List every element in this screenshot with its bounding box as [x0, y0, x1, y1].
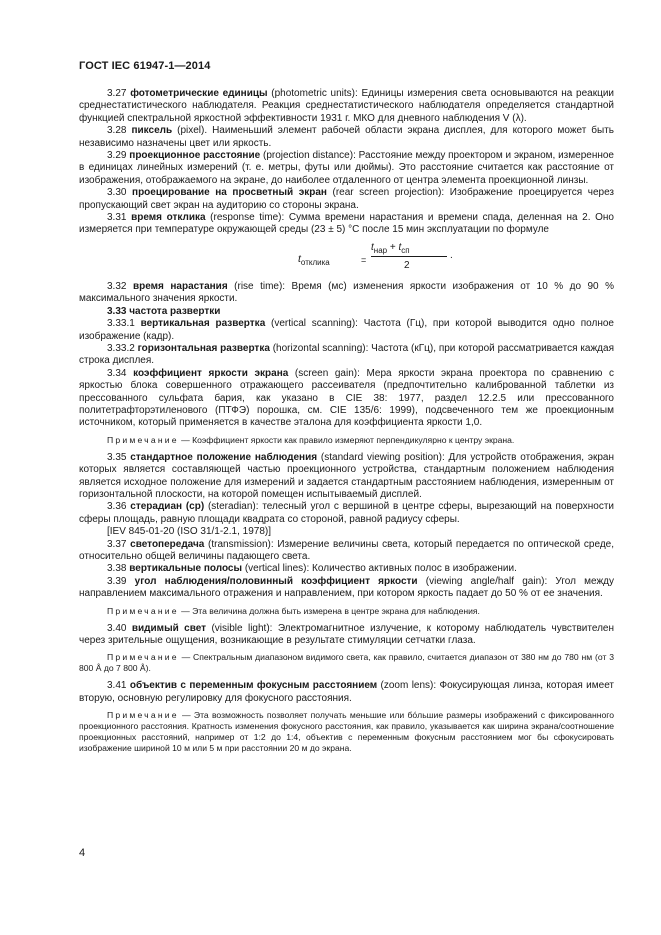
document-header: ГОСТ IEC 61947-1—2014 — [79, 60, 211, 72]
formula-t-rise: t — [371, 241, 374, 253]
definition-3-32 — [79, 281, 614, 306]
note-label: Примечание — [107, 652, 179, 663]
definition-text: (visible light): Электромагнитное излучение, к которому наблюдатель чувствителен через зрительные ощущения, возникающие в результате стимуляции сетчатки глаза. — [79, 622, 615, 647]
note-screen-gain — [79, 435, 614, 446]
definition-text: (vertical scanning): Частота (Гц), при которой выводится одно полное изображение (кадр). — [79, 318, 614, 342]
definition-number: 3.37 — [107, 538, 127, 550]
definition-text: (projection distance): Расстояние между проектором и экраном, измеренное в единицах линейных измерений (т. е. метры, футы или дюймы). Это расстояние считается как расстояние от изображения, отображаемого на экране, до наиболее отдаленного от центра элемента проекционной линзы. — [79, 150, 614, 186]
definition-text: (viewing angle/half gain): Угол между направлением максимального отражения и направлением, при котором яркость падает до 50 % от ее значения. — [79, 575, 614, 600]
note-viewing-angle — [79, 606, 614, 617]
definition-number: 3.39 — [107, 575, 127, 587]
formula-t-fall: t — [398, 241, 402, 253]
document-body — [79, 88, 614, 760]
definition-number: 3.35 — [107, 451, 127, 463]
definition-term: пиксель — [131, 125, 173, 137]
definition-text: (vertical lines): Количество активных полос в изображении. — [242, 563, 517, 575]
definition-text: (photometric units): Единицы измерения света основываются на реакции среднестатистического наблюдателя. Реакция среднестатистического наблюдателя определяется стандартной функцией спектральной яркостной эффективности 1931 г. МКО для дневного наблюдения V (λ). — [79, 88, 614, 124]
formula-rise-subscript: нар — [373, 245, 388, 255]
definition-term: проецирование на просветный экран — [132, 187, 327, 199]
formula-period: . — [450, 249, 453, 261]
definition-number: 3.29 — [107, 150, 127, 162]
note-label: Примечание — [107, 605, 179, 616]
definition-number: 3.41 — [107, 680, 127, 692]
definition-term: коэффициент яркости экрана — [133, 367, 289, 379]
definition-term: объектив с переменным фокусным расстоянием — [129, 680, 378, 692]
page-number: 4 — [79, 847, 86, 859]
definition-text: (response time): Сумма времени нарастания и времени спада, деленная на 2. Оно измеряется при температуре окружающей среды (23 ± 5) °С после 15 мин эксплуатации по формуле — [79, 212, 614, 236]
definition-text: (standard viewing position): Для устройств отображения, экран которых является составляющей частью проекционного устройства, стандартным положением наблюдения является исходное положение для измерений и задается стандартным расстоянием наблюдения, измеренным от горизонтальной плоскости, на которой помещен испытываемый дисплей. — [79, 451, 615, 500]
definition-text: (rear screen projection): Изображение проецируется через пропускающий свет экран на аудиторию со стороны экрана. — [79, 187, 614, 211]
definition-3-35 — [79, 452, 614, 502]
formula-lhs-subscript: отклика — [300, 257, 330, 267]
formula-lhs — [298, 253, 330, 270]
definition-number: 3.33.2 — [107, 342, 135, 354]
definition-text: (pixel). Наименьший элемент рабочей области экрана дисплея, для которого может быть независимо назначены цвет или яркость. — [79, 125, 615, 149]
formula-fraction-bar — [371, 256, 447, 257]
definition-3-27 — [79, 88, 614, 125]
note-label: Примечание — [107, 710, 179, 721]
definition-text: (steradian): телесный угол с вершиной в центре сферы, вырезающий на поверхности сферы площадь, равную площади квадрата со стороной, равной радиусу сферы. — [79, 501, 614, 525]
definition-3-34 — [79, 368, 614, 430]
definition-term: частота развертки — [129, 305, 221, 317]
definition-number: 3.33.1 — [107, 318, 135, 330]
definition-term: угол наблюдения/половинный коэффициент яркости — [134, 575, 418, 587]
definition-term: стандартное положение наблюдения — [130, 451, 318, 463]
definition-3-37 — [79, 539, 614, 564]
definition-number: 3.36 — [107, 501, 127, 513]
response-time-formula — [79, 240, 614, 278]
definition-number: 3.27 — [107, 88, 127, 99]
definition-text: (zoom lens): Фокусирующая линза, которая имеет вторую, основную регулировку для фокусного расстояния. — [79, 680, 614, 704]
definition-term: время отклика — [131, 212, 206, 224]
formula-denominator: 2 — [404, 259, 410, 271]
definition-text: (transmission): Измерение величины света, который передается по оптической среде, относительно общей величины падающего света. — [79, 538, 614, 562]
definition-term: вертикальные полосы — [129, 563, 243, 575]
note-text: — Эта возможность позволяет получать меньшие или бо́льшие размеры изображений с фиксированного проекционного расстояния. Кратность изменения фокусного расстояния, как правило, указывается как ширина экрана/соотношение проекционных расстояний, например от 1:2 до 1:4, объектив с переменным фокусным расстоянием мог бы сфокусировать изображение шириной 10 м или 5 м при расстоянии 20 м до экрана. — [79, 710, 614, 754]
note-visible-light — [79, 652, 614, 674]
definition-3-39 — [79, 576, 614, 601]
definition-text: (rise time): Время (мс) изменения яркости изображения от 10 % до 90 % максимального значения яркости. — [79, 280, 614, 305]
formula-equals: = — [361, 254, 367, 265]
note-label: Примечание — [107, 434, 179, 445]
definition-term: видимый свет — [131, 622, 207, 634]
definition-term: горизонтальная развертка — [137, 342, 270, 354]
definition-term: вертикальная развертка — [140, 318, 266, 330]
definition-3-41 — [79, 680, 614, 705]
definition-number: 3.40 — [107, 622, 127, 634]
definition-number: 3.38 — [107, 563, 127, 575]
definition-3-40 — [79, 623, 614, 648]
definition-3-36 — [79, 501, 614, 526]
definition-number: 3.28 — [107, 125, 127, 137]
iev-reference: [IEV 845-01-20 (ISO 31/1-2.1, 1978)] — [107, 526, 271, 538]
note-text: — Коэффициент яркости как правило измеряют перпендикулярно к центру экрана. — [178, 434, 515, 445]
definition-3-33-1 — [79, 318, 614, 343]
definition-number: 3.32 — [107, 280, 127, 292]
definition-number: 3.30 — [107, 187, 127, 199]
note-zoom-lens — [79, 710, 614, 754]
definition-3-29 — [79, 150, 614, 187]
definition-3-31 — [79, 212, 614, 237]
note-text: — Спектральным диапазоном видимого света, как правило, считается диапазон от 380 нм до 780 нм (от 3 800 Å до 7 800 Å). — [79, 652, 614, 674]
definition-term: фотометрические единицы — [130, 88, 268, 99]
definition-number: 3.34 — [107, 367, 127, 379]
definition-3-38 — [79, 563, 614, 575]
definition-number: 3.31 — [107, 212, 127, 224]
definition-text: (horizontal scanning): Частота (кГц), при которой рассматривается каждая строка дисплея. — [79, 342, 614, 367]
definition-text: (screen gain): Мера яркости экрана проектора по сравнению с яркостью блока совершенного отражающего рассеивателя (предпочтительно калиброванной таблетки из прессованного сульфата бария, как указано в CIE 38: 1977, раздел 12.2.5 или прессованного политетрафторэтиленового (ПТФЭ) порошка, см. CIE 135/6: 1999), подсвеченного тем же проекционным источником, который применяется в качестве эталона для коэффициента яркости 1,0. — [79, 367, 614, 429]
definition-term: светопередача — [130, 538, 205, 550]
definition-3-30 — [79, 187, 614, 212]
definition-3-33-2 — [79, 343, 614, 368]
note-text: — Эта величина должна быть измерена в центре экрана для наблюдения. — [178, 605, 480, 616]
formula-fall-subscript: сп — [401, 245, 410, 255]
definition-term: время нарастания — [132, 280, 228, 292]
definition-term: стерадиан (ср) — [130, 501, 205, 513]
definition-number: 3.33 — [107, 305, 127, 317]
definition-3-33 — [79, 306, 614, 318]
formula-lhs-symbol: t — [298, 252, 301, 265]
formula-plus: + — [387, 241, 399, 253]
definition-3-28 — [79, 125, 614, 150]
definition-term: проекционное расстояние — [129, 150, 261, 162]
